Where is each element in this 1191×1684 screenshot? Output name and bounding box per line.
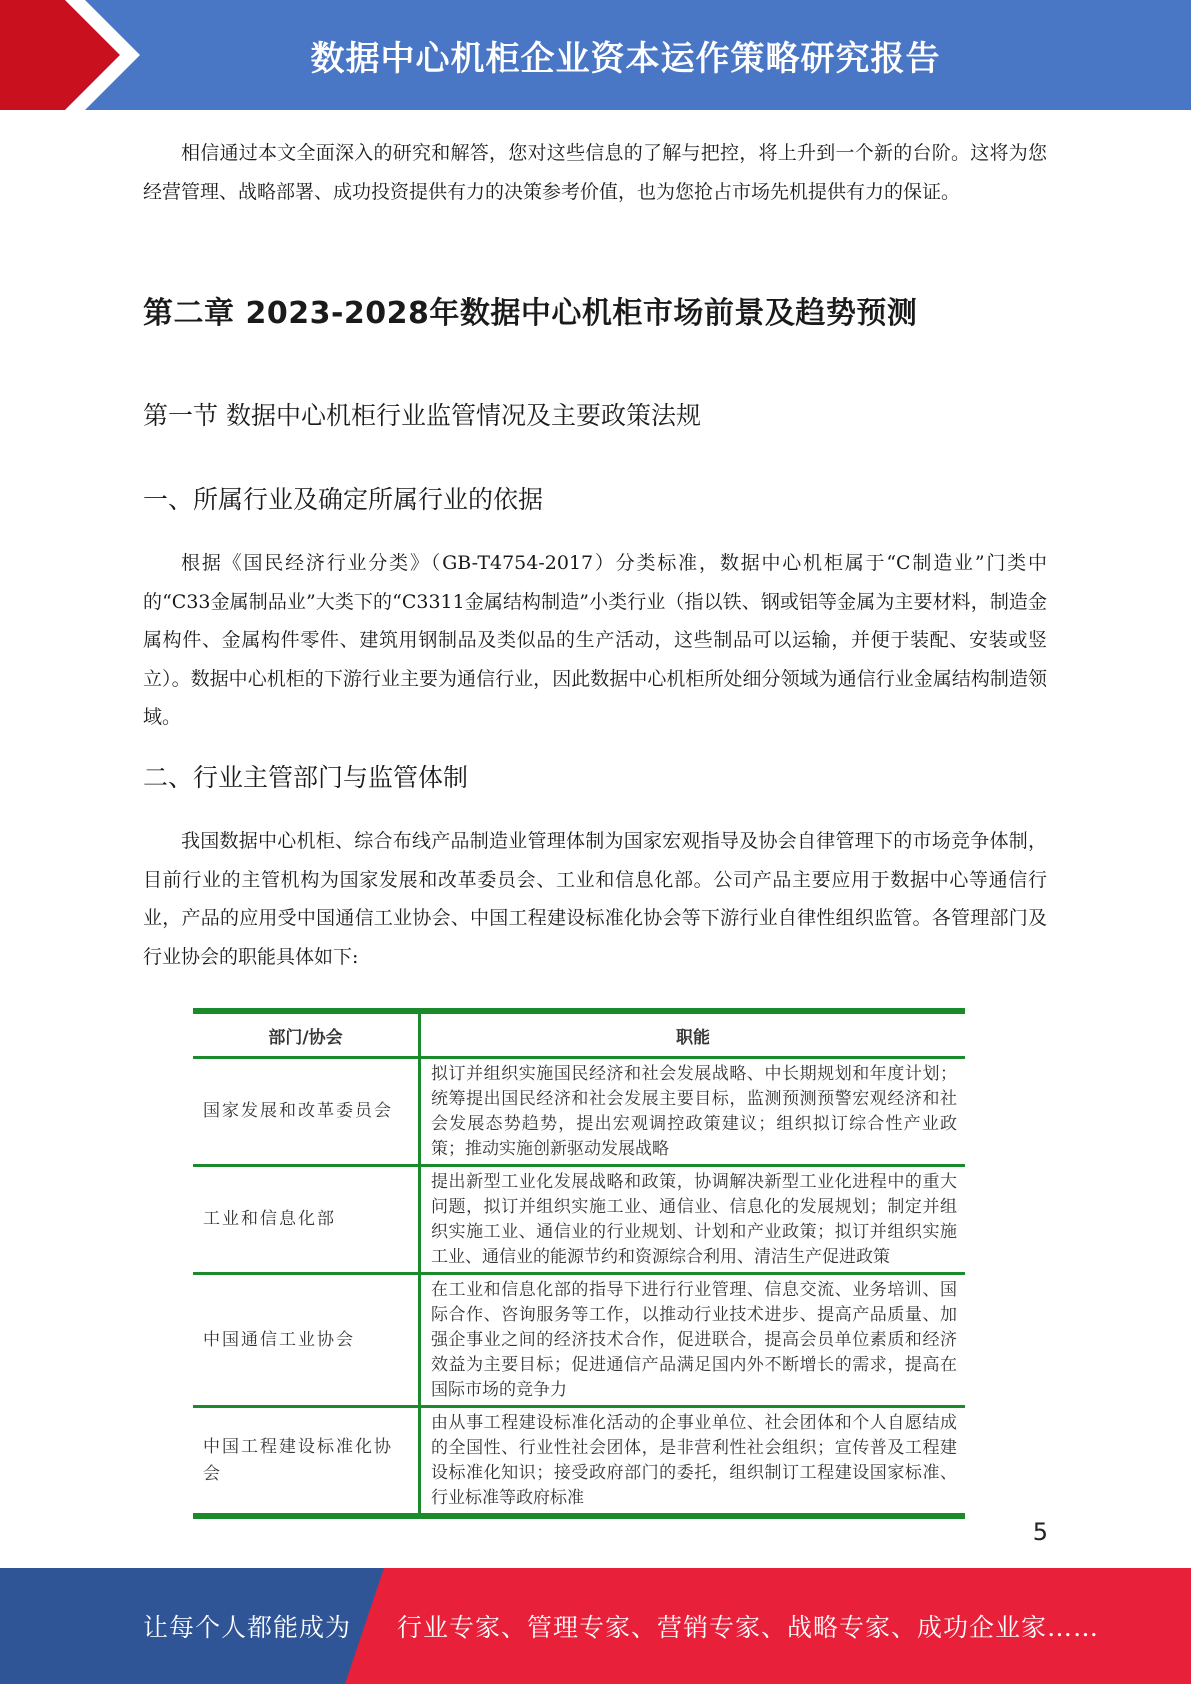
page-number: 5 [1032, 1518, 1048, 1546]
subsection-1-title: 一、所属行业及确定所属行业的依据 [143, 485, 544, 514]
table-header-dept: 部门/协会 [193, 1011, 420, 1058]
table-cell-dept: 中国通信工业协会 [193, 1274, 420, 1407]
table-row [193, 1166, 965, 1274]
table-row [193, 1058, 965, 1166]
table-cell-dept: 中国工程建设标准化协会 [193, 1407, 420, 1517]
table-row [193, 1407, 965, 1517]
table-header-duty: 职能 [676, 1027, 710, 1048]
subsection-2-title: 二、行业主管部门与监管体制 [143, 763, 469, 792]
table-cell-duty: 拟订并组织实施国民经济和社会发展战略、中长期规划和年度计划；统筹提出国民经济和社会发展主要目标，监测预测预警宏观经济和社会发展态势趋势，提出宏观调控政策建议；组织拟订综合性产业政策；推动实施创新驱动发展战略 [431, 1064, 957, 1159]
section-title: 第一节 数据中心机柜行业监管情况及主要政策法规 [143, 401, 701, 430]
table-cell-duty: 提出新型工业化发展战略和政策，协调解决新型工业化进程中的重大问题，拟订并组织实施工业、通信业、信息化的发展规划；制定并组织实施工业、通信业的行业规划、计划和产业政策；拟订并组织实施工业、通信业的能源节约和资源综合利用、清洁生产促进政策 [431, 1172, 957, 1267]
intro-paragraph: 相信通过本文全面深入的研究和解答，您对这些信息的了解与把控，将上升到一个新的台阶。这将为您经营管理、战略部署、成功投资提供有力的决策参考价值，也为您抢占市场先机提供有力的保证。 [143, 142, 1047, 203]
table-cell-dept: 国家发展和改革委员会 [193, 1058, 420, 1166]
table-header-row [193, 1011, 965, 1058]
table-cell-duty: 由从事工程建设标准化活动的企事业单位、社会团体和个人自愿结成的全国性、行业性社会团体，是非营利性社会组织；宣传普及工程建设标准化知识；接受政府部门的委托，组织制订工程建设国家标准、行业标准等政府标准 [431, 1413, 957, 1508]
table-cell-duty: 在工业和信息化部的指导下进行行业管理、信息交流、业务培训、国际合作、咨询服务等工作，以推动行业技术进步、提高产品质量、加强企事业之间的经济技术合作，促进联合，提高会员单位素质和经济效益为主要目标；促进通信产品满足国内外不断增长的需求，提高在国际市场的竞争力 [431, 1280, 957, 1400]
footer-slogan-right: 行业专家、管理专家、营销专家、战略专家、成功企业家…… [397, 1613, 1100, 1642]
header-title: 数据中心机柜企业资本运作策略研究报告 [310, 38, 941, 79]
table-row [193, 1274, 965, 1407]
header-chevron-decoration [0, 0, 160, 110]
chapter-title: 第二章 2023-2028年数据中心机柜市场前景及趋势预测 [143, 296, 918, 331]
regulator-table [193, 1008, 965, 1519]
page-footer [0, 1568, 1191, 1684]
table-cell-dept: 工业和信息化部 [193, 1166, 420, 1274]
subsection-1-paragraph: 根据《国民经济行业分类》（GB-T4754-2017）分类标准，数据中心机柜属于“C制造业”门类中的“C33金属制品业”大类下的“C3311金属结构制造”小类行业（指以铁、钢或铝等金属为主要材料，制造金属构件、金属构件零件、建筑用钢制品及类似品的生产活动，这些制品可以运输，并便于装配、安装或竖立）。数据中心机柜的下游行业主要为通信行业，因此数据中心机柜所处细分领域为通信行业金属结构制造领域。 [143, 552, 1047, 728]
subsection-2-paragraph: 我国数据中心机柜、综合布线产品制造业管理体制为国家宏观指导及协会自律管理下的市场竞争体制，目前行业的主管机构为国家发展和改革委员会、工业和信息化部。公司产品主要应用于数据中心等通信行业，产品的应用受中国通信工业协会、中国工程建设标准化协会等下游行业自律性组织监管。各管理部门及行业协会的职能具体如下: [143, 830, 1047, 968]
footer-slogan-left: 让每个人都能成为 [143, 1613, 352, 1642]
page-header [0, 0, 1191, 110]
